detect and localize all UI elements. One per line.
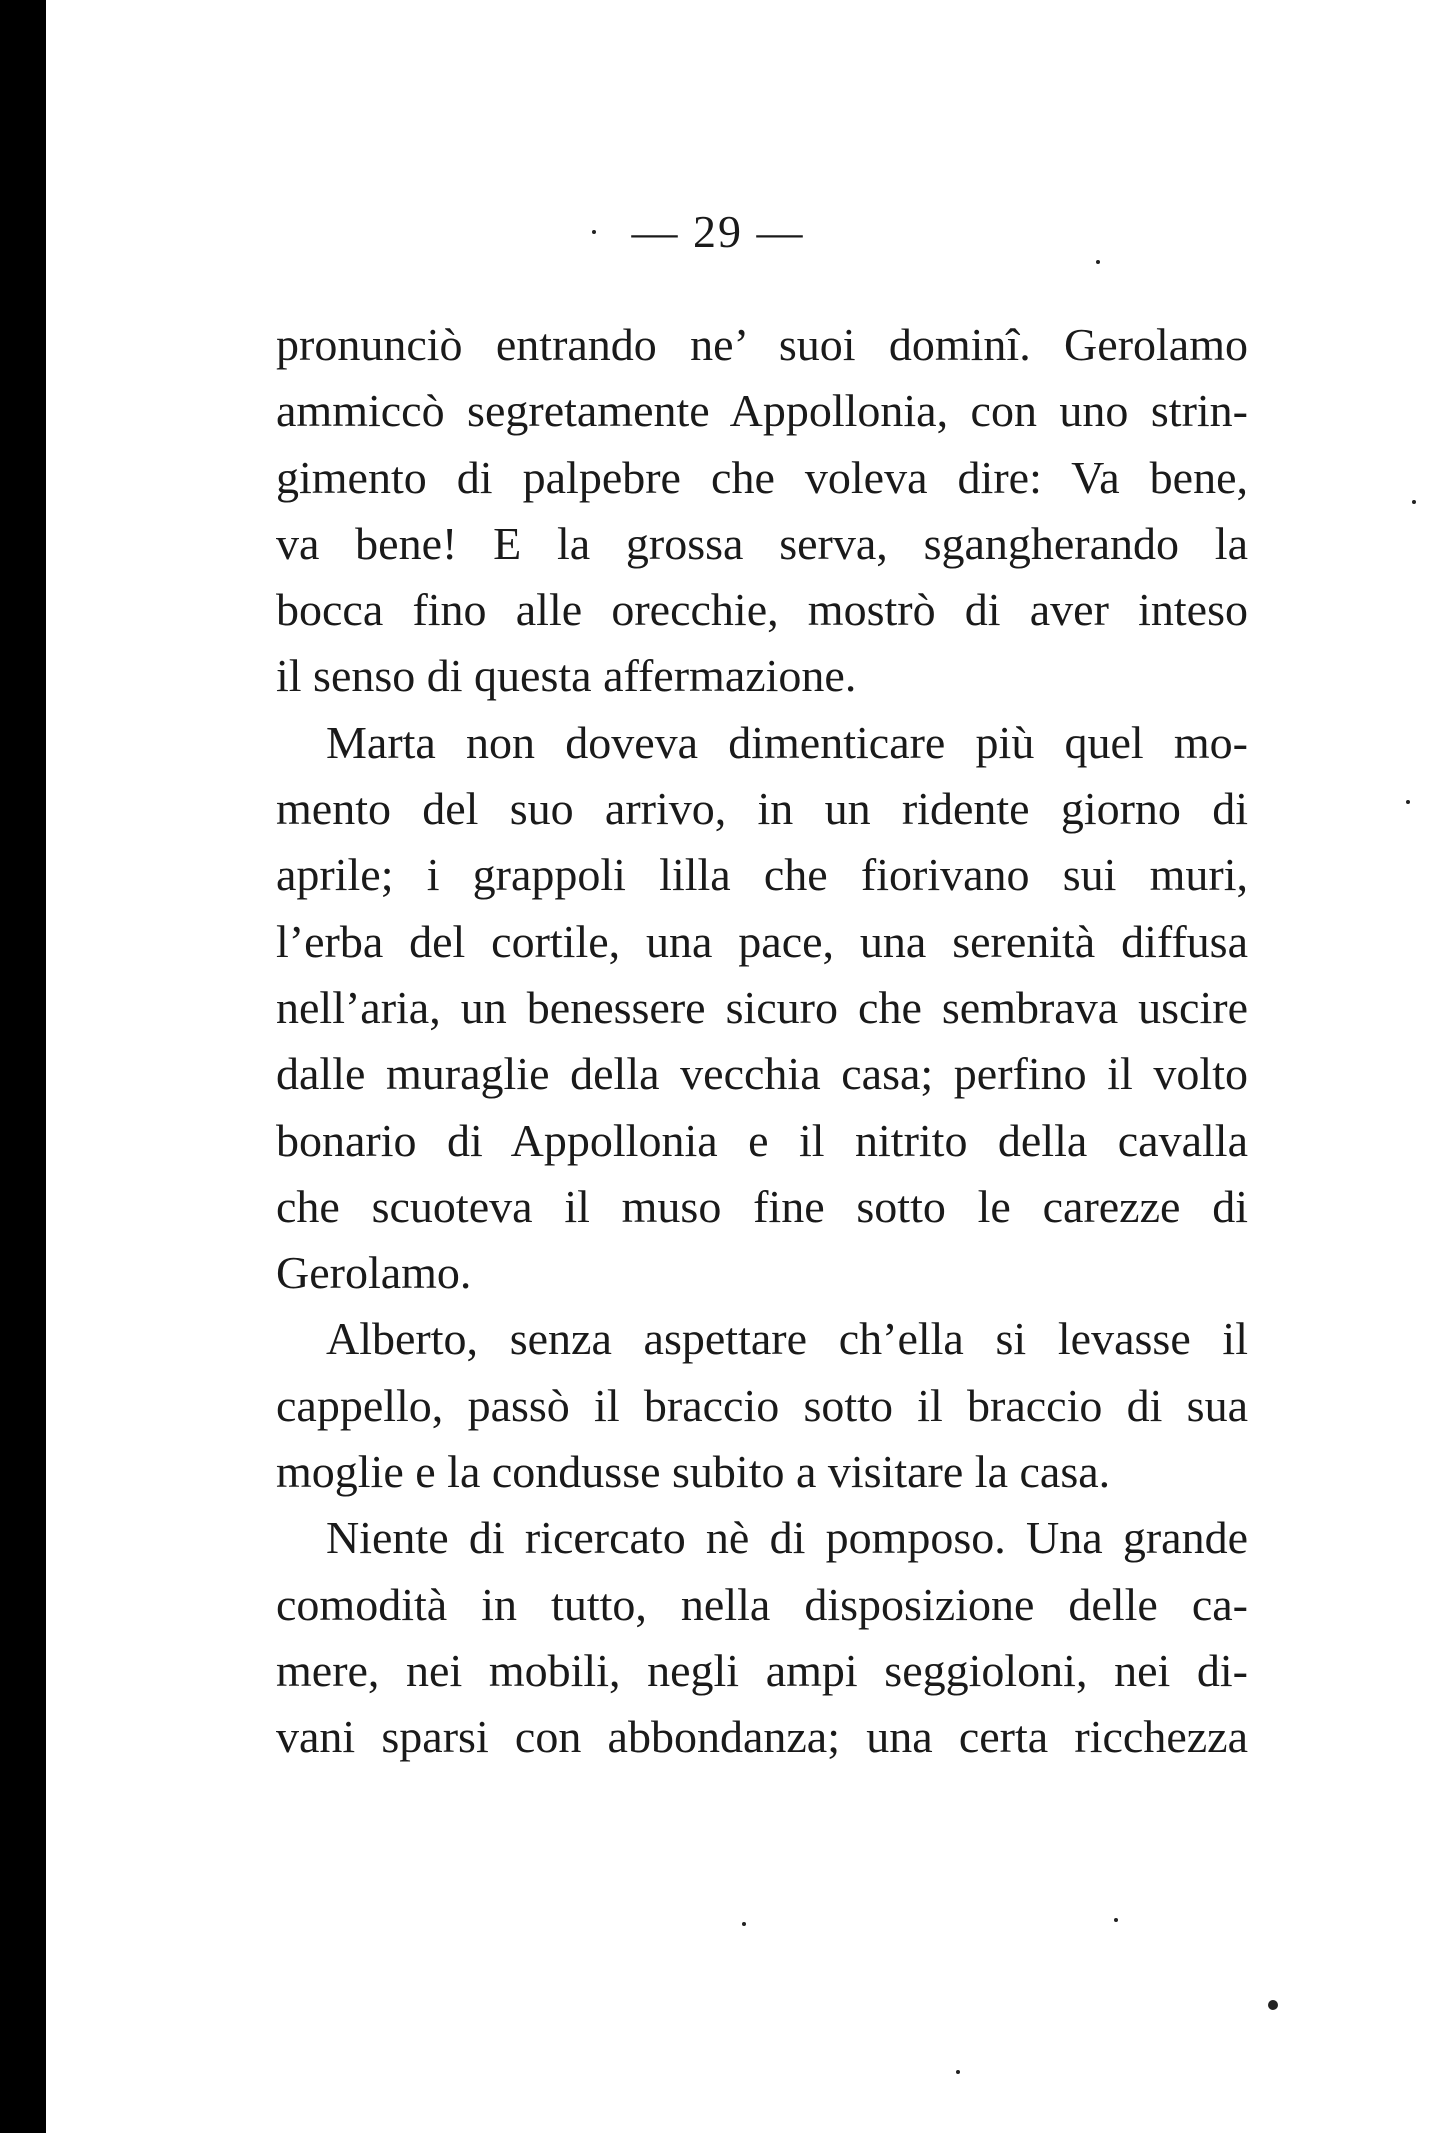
text-line: va bene! E la grossa serva, sgangherando la xyxy=(276,517,1248,569)
scan-speck xyxy=(1406,800,1410,804)
text-line: moglie e la condusse subito a visitare la casa. xyxy=(276,1446,1111,1498)
text-line: mento del suo arrivo, in un ridente giorno di xyxy=(276,783,1248,835)
text-line: Marta non doveva dimenticare più quel mo- xyxy=(326,716,1248,768)
text-line: comodità in tutto, nella disposizione delle ca- xyxy=(276,1578,1248,1630)
scan-speck xyxy=(742,1922,746,1926)
text-line: cappello, passò il braccio sotto il braccio di sua xyxy=(276,1379,1248,1431)
text-line: mere, nei mobili, negli ampi seggioloni, nei di- xyxy=(276,1644,1248,1696)
text-line: vani sparsi con abbondanza; una certa ricchezza xyxy=(276,1711,1248,1763)
text-line: il senso di questa affermazione. xyxy=(276,650,857,702)
scan-speck xyxy=(956,2070,960,2074)
text-line: ammiccò segretamente Appollonia, con uno strin- xyxy=(276,385,1248,437)
text-line: Niente di ricercato nè di pomposo. Una grande xyxy=(326,1512,1248,1564)
scan-speck xyxy=(1268,2000,1278,2010)
text-line: l’erba del cortile, una pace, una serenità diffusa xyxy=(276,915,1248,967)
book-spine-edge xyxy=(0,0,46,2133)
text-line: bocca fino alle orecchie, mostrò di aver inteso xyxy=(276,584,1248,636)
text-line: pronunciò entrando ne’ suoi dominî. Gerolamo xyxy=(276,319,1248,370)
scan-speck xyxy=(1096,260,1100,264)
text-line: bonario di Appollonia e il nitrito della cavalla xyxy=(276,1114,1248,1166)
page-number: — 29 — xyxy=(631,206,805,257)
scan-speck xyxy=(1412,500,1416,504)
body-text xyxy=(276,312,1248,1771)
text-line: nell’aria, un benessere sicuro che sembrava uscire xyxy=(276,981,1248,1033)
text-line: Gerolamo. xyxy=(276,1247,472,1299)
text-line: Alberto, senza aspettare ch’ella si levasse il xyxy=(326,1313,1248,1365)
text-line: dalle muraglie della vecchia casa; perfino il volto xyxy=(276,1048,1248,1100)
text-line: gimento di palpebre che voleva dire: Va bene, xyxy=(276,451,1248,503)
scan-speck xyxy=(1114,1918,1118,1922)
text-line: che scuoteva il muso fine sotto le carezze di xyxy=(276,1180,1248,1232)
scan-speck xyxy=(592,230,596,234)
text-line: aprile; i grappoli lilla che fiorivano sui muri, xyxy=(276,849,1248,901)
